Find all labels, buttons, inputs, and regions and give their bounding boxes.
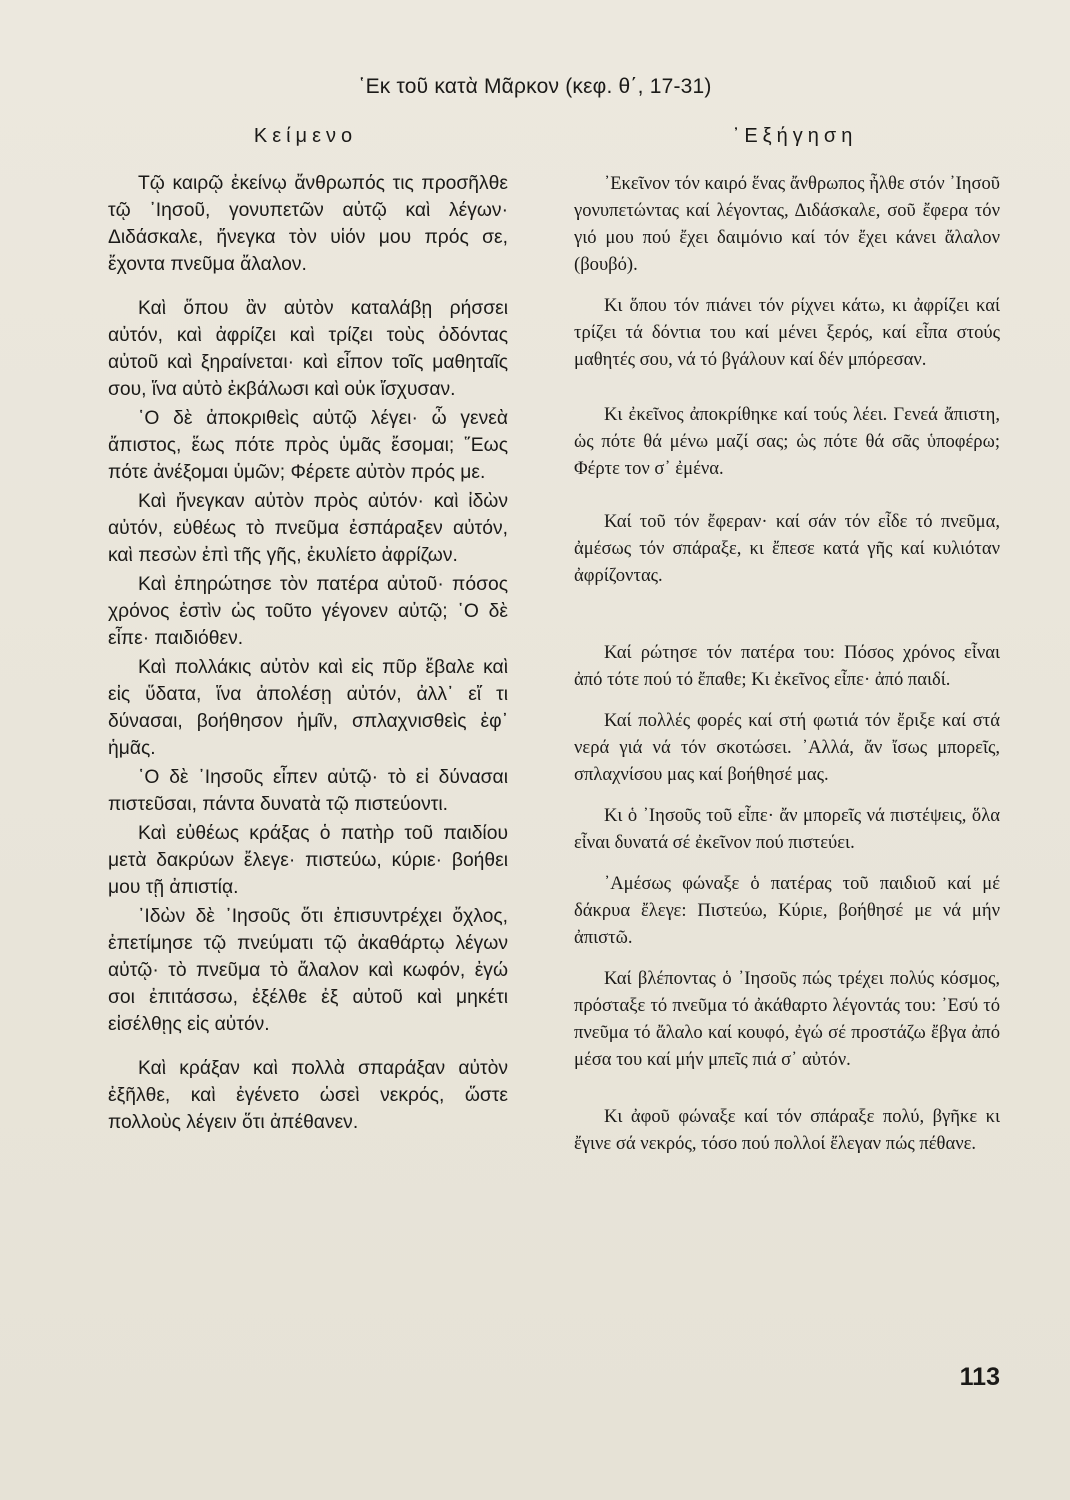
original-text-column	[108, 170, 508, 1153]
text-paragraph: Καὶ εὐθέως κράξας ὁ πατὴρ τοῦ παιδίου μετὰ δακρύων ἔλεγε· πιστεύω, κύριε· βοήθει μου τῇ ἀπιστίᾳ.	[108, 823, 508, 898]
explanation-paragraph: ᾿Εκεῖνον τόν καιρό ἕνας ἄνθρωπος ἦλθε στόν ᾿Ιησοῦ γονυπετώντας καί λέγοντας, Διδάσκαλε, σοῦ ἔφερα τόν γιό μου πού ἔχει δαιμόνιο καί τόν ἔχει κάνει ἄλαλον (βουβό).	[574, 173, 1000, 275]
explanation-paragraph: Κι ὁ ᾿Ιησοῦς τοῦ εἶπε· ἄν μπορεῖς νά πιστέψεις, ὅλα εἶναι δυνατά σέ ἐκεῖνον πού πιστεύει.	[574, 805, 1000, 853]
text-paragraph: Καὶ πολλάκις αὐτὸν καὶ εἰς πῦρ ἔβαλε καὶ εἰς ὕδατα, ἵνα ἀπολέσῃ αὐτόν, ἀλλ᾿ εἴ τι δύνασαι, βοήθησον ἡμῖν, σπλαχνισθεὶς ἐφ᾿ ἡμᾶς.	[108, 657, 508, 759]
text-paragraph: Καὶ ἤνεγκαν αὐτὸν πρὸς αὐτόν· καὶ ἰδὼν αὐτόν, εὐθέως τὸ πνεῦμα ἐσπάραξεν αὐτόν, καὶ πεσὼν ἐπὶ τῆς γῆς, ἐκυλίετο ἀφρίζων.	[108, 491, 508, 566]
explanation-paragraph: Καί τοῦ τόν ἔφεραν· καί σάν τόν εἶδε τό πνεῦμα, ἀμέσως τόν σπάραξε, κι ἔπεσε κατά γῆς καί κυλιόταν ἀφρίζοντας.	[574, 511, 1000, 586]
text-paragraph: Καὶ ἐπηρώτησε τὸν πατέρα αὐτοῦ· πόσος χρόνος ἐστὶν ὡς τοῦτο γέγονεν αὐτῷ; ῾Ο δὲ εἶπε· παιδιόθεν.	[108, 574, 508, 649]
explanation-column	[574, 170, 1000, 1171]
page-title: ῾Εκ τοῦ κατὰ Μᾶρκον (κεφ. θ΄, 17-31)	[358, 75, 712, 98]
text-paragraph: Καὶ ὅπου ἂν αὐτὸν καταλάβῃ ρήσσει αὐτόν, καὶ ἀφρίζει καὶ τρίζει τοὺς ὀδόντας αὐτοῦ καὶ ξηραίνεται· καὶ εἶπον τοῖς μαθηταῖς σου, ἵνα αὐτὸ ἐκβάλωσι καὶ οὐκ ἴσχυσαν.	[108, 298, 508, 400]
explanation-paragraph: Κι ὅπου τόν πιάνει τόν ρίχνει κάτω, κι ἀφρίζει καί τρίζει τά δόντια του καί μένει ξερός, καί εἶπα στούς μαθητές σου, νά τό βγάλουν καί δέν μπόρεσαν.	[574, 295, 1000, 370]
explanation-column-title: ᾿Εξήγηση	[732, 125, 858, 147]
text-paragraph: ῾Ο δὲ ᾿Ιησοῦς εἶπεν αὐτῷ· τὸ εἰ δύνασαι πιστεῦσαι, πάντα δυνατὰ τῷ πιστεύοντι.	[108, 767, 508, 815]
explanation-paragraph: Καί πολλές φορές καί στή φωτιά τόν ἔριξε καί στά νερά γιά νά τόν σκοτώσει. ᾿Αλλά, ἄν ἴσως μπορεῖς, σπλαχνίσου μας καί βοήθησέ μας.	[574, 710, 1000, 785]
explanation-paragraph: Καί βλέποντας ὁ ᾿Ιησοῦς πώς τρέχει πολύς κόσμος, πρόσταξε τό πνεῦμα τό ἀκάθαρτο λέγοντάς του: ᾿Εσύ τό πνεῦμα τό ἄλαλο καί κουφό, ἐγώ σέ προστάζω ἔβγα ἀπό μέσα του καί μήν μπεῖς πιά σ᾿ αὐτόν.	[574, 968, 1000, 1070]
text-paragraph: Τῷ καιρῷ ἐκείνῳ ἄνθρωπός τις προσῆλθε τῷ ᾿Ιησοῦ, γονυπετῶν αὐτῷ καὶ λέγων· Διδάσκαλε, ἤνεγκα τὸν υἱόν μου πρός σε, ἔχοντα πνεῦμα ἄλαλον.	[108, 173, 508, 275]
explanation-paragraph: Κι ἐκεῖνος ἀποκρίθηκε καί τούς λέει. Γενεά ἄπιστη, ὡς πότε θά μένω μαζί σας; ὡς πότε θά σᾶς ὑποφέρω; Φέρτε τον σ᾿ ἐμένα.	[574, 404, 1000, 479]
text-paragraph: Καὶ κράξαν καὶ πολλὰ σπαράξαν αὐτὸν ἐξῆλθε, καὶ ἐγένετο ὡσεὶ νεκρός, ὥστε πολλοὺς λέγειν ὅτι ἀπέθανεν.	[108, 1058, 508, 1133]
explanation-paragraph: Κι ἀφοῦ φώναξε καί τόν σπάραξε πολύ, βγῆκε κι ἔγινε σά νεκρός, τόσο πού πολλοί ἔλεγαν πώς πέθανε.	[574, 1106, 1000, 1154]
text-paragraph: ῾Ο δὲ ἀποκριθεὶς αὐτῷ λέγει· ὦ γενεὰ ἄπιστος, ἕως πότε πρὸς ὑμᾶς ἔσομαι; ῞Εως πότε ἀνέξομαι ὑμῶν; Φέρετε αὐτὸν πρός με.	[108, 408, 508, 483]
explanation-paragraph: Καί ρώτησε τόν πατέρα του: Πόσος χρόνος εἶναι ἀπό τότε πού τό ἔπαθε; Κι ἐκεῖνος εἶπε· ἀπό παιδί.	[574, 642, 1000, 690]
text-column-title: Κείμενο	[253, 125, 358, 147]
page-number: 113	[959, 1363, 1000, 1391]
explanation-paragraph: ᾿Αμέσως φώναξε ὁ πατέρας τοῦ παιδιοῦ καί μέ δάκρυα ἔλεγε: Πιστεύω, Κύριε, βοήθησέ με νά μήν ἀπιστῶ.	[574, 873, 1000, 948]
text-paragraph: ᾿Ιδὼν δὲ ᾿Ιησοῦς ὅτι ἐπισυντρέχει ὄχλος, ἐπετίμησε τῷ πνεύματι τῷ ἀκαθάρτῳ λέγων αὐτῷ· τὸ πνεῦμα τὸ ἄλαλον καὶ κωφόν, ἐγώ σοι ἐπιτάσσω, ἐξέλθε ἐξ αὐτοῦ καὶ μηκέτι εἰσέλθῃς εἰς αὐτόν.	[108, 906, 508, 1035]
